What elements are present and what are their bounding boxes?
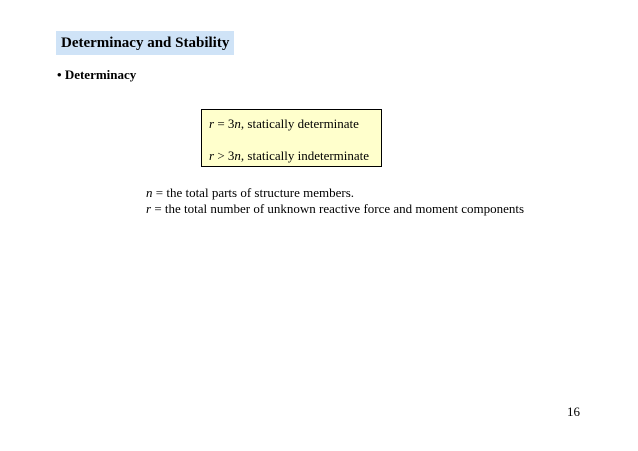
page-number: 16 (567, 404, 580, 419)
definition-n (146, 185, 524, 201)
section-label: Determinacy (64, 67, 137, 82)
definitions (146, 185, 524, 217)
formula-box (201, 109, 382, 167)
formula-text: , statically determinate (240, 116, 359, 131)
formula-var-r: r (209, 148, 215, 163)
formula-var-r: r (209, 116, 215, 131)
formula-var-n: n (234, 148, 241, 163)
formula-text: , statically indeterminate (240, 148, 370, 163)
formula-determinate (209, 116, 359, 132)
def-var-n: n (146, 185, 153, 200)
def-text-r: = the total number of unknown reactive force and moment components (151, 201, 525, 216)
formula-relation: = 3 (214, 116, 235, 131)
def-var-r: r (146, 201, 152, 216)
definition-r (146, 201, 524, 217)
section-heading (57, 67, 136, 83)
formula-var-n: n (234, 116, 241, 131)
bullet: • (57, 67, 62, 82)
formula-indeterminate (209, 148, 369, 164)
slide-title: Determinacy and Stability (56, 31, 234, 55)
formula-relation: > 3 (214, 148, 235, 163)
def-text-n: = the total parts of structure members. (152, 185, 355, 200)
